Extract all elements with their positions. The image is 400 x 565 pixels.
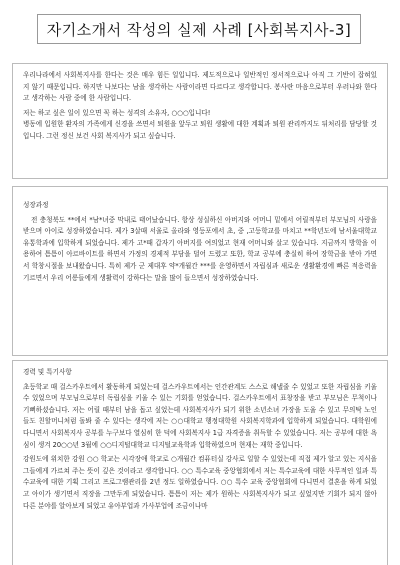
growth-heading: 성장과정	[23, 201, 49, 209]
intro-paragraph: 저는 하고 싶은 일이 있으면 꼭 하는 성격의 소유자, ○○○입니다!	[23, 108, 211, 117]
growth-paragraph: 전 충청북도 **에서 *남*녀중 막내로 태어났습니다. 항상 성실하신 아버지와 어머니 밑에서 어릴적부터 부모님의 사랑을 받으며 아이로 성장하였습니다. 제가 3살때 서울로 올라와 영등포에서 초, 중 ,고등학교를 마치고 **학년도에 남서울대학교 유통학과에 입학하게 되었습니다. 제가 고*때 갑자기 아버지를 여의었고 현재 어머니와 살고 있습니다. 지금까지 방학을 이용하여 틈틈이 아르바이트를 하면서 가정의 경제적 부담을 덜어 드렸고 또한, 학교 공부에 충실히 하여 장학금을 받아 가면서 학창시절을 보내왔습니다. 특히 제가 군 제대후 약*개월간 ***를 운영하면서 자립심과 새로운 생활환경에 빠른 적응력을 기르면서 우리 어릉들에게 생활력이 강하다는 말을 많이 들으면서 성장하였습니다.	[23, 215, 377, 282]
intro-paragraph: 병동에 입원한 환자의 가족에게 신경을 쓰면서 퇴원을 앞두고 퇴원 생활에 대한 계획과 퇴원 관리까지도 뒤처리를 담당할 것입니다. 그런 정신 보건 사회 복지사가 되고 싶습니다.	[23, 120, 377, 140]
career-paragraph: 강원도에 위치한 강원 ○○ 학교는 시각장애 학교로 ○개월간 컴퓨터실 강사로 일할 수 있었는데 직접 제가 알고 있는 지식을 그들에게 가르쳐 주는 뜻이 깊은 것이라고 생각합니다. ○○ 특수교육 중앙협회에서 저는 특수교육에 대한 사무적인 일과 특수교육에 대한 기획 그리고 프로그램관리를 2년 정도 일하였습니다. ○○ 특수 교육 중앙협회에 다니면서 결혼을 하게 되었고 아이가 생기면서 직장을 그만두게 되었습니다. 틈틈이 저는 제가 원하는 사회복지사가 되고 싶었지만 기회가 되지 않아 다른 분야를 알아보게 되었고 유아부업과 가사부업에 조금이나마	[23, 455, 377, 510]
document-title-box	[37, 14, 361, 44]
career-heading: 경력 및 특기사항	[23, 368, 72, 376]
career-section	[12, 360, 388, 565]
document-title: 자기소개서 작성의 실제 사례 [사회복지사-3]	[46, 20, 352, 39]
career-paragraph: 초등학교 때 걸스카우트에서 활동하게 되었는데 걸스카우트에서는 인간관계도 스스로 해낼줄 수 있었고 또한 자립심을 키울 수 있었으며 부모님으로부터 독립심을 키울 수 있는 기회를 얻었습니다. 걸스카우트에서 표창장을 받고 부모님은 무척이나 기뻐하셨습니다. 저는 어릴 때부터 남을 돕고 싶었는데 사회복지사가 되기 위한 소년소녀 가장을 도울 수 있고 무의탁 노인들도 친할머니처럼 돌봐 줄 수 있다는 생각에 저는 ○○대학교 행정대학원 사회복지학과에 입학하게 되었습니다. 대학원에 다니면서 사회복지사 공부를 누구보다 열심히 한 덕에 사회복지사 1급 자격증을 취득할 수 있었습니다. 저는 공부에 대한 욕심이 생겨 20○○년 3월에 ○○디지털대학교 디지털교육학과 입학하였으며 현재는 재학 중입니다.	[23, 382, 377, 449]
intro-paragraph: 우리나라에서 사회복지사를 한다는 것은 매우 힘든 일입니다. 제도적으로나 일반적인 정서적으로나 아직 그 기반이 잡혀있지 않기 때문입니다. 하지만 나보다는 남을 생각하는 사람이라면 다르다고 생각합니다. 봉사란 마음으로부터 우러나와 한다고 생각하는 사람 중에 한 사람입니다.	[23, 71, 377, 103]
intro-section	[12, 63, 388, 179]
growth-section	[12, 186, 388, 356]
